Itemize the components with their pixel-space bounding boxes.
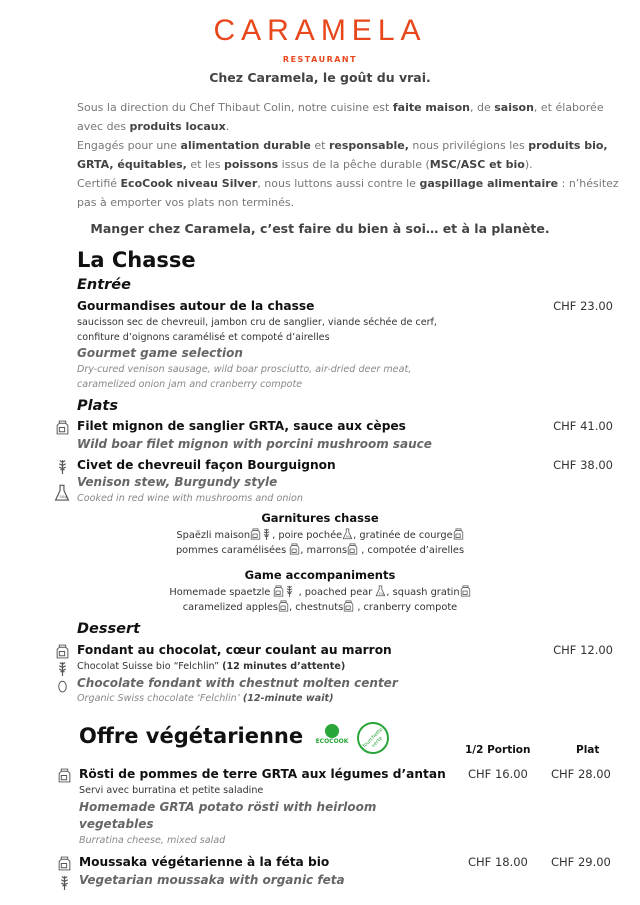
flask-icon: [375, 585, 386, 597]
wheat-icon: [284, 585, 295, 597]
jar-icon: [278, 600, 289, 612]
item-price-plat: CHF 29.00: [551, 855, 611, 869]
item-desc-en: Dry-cured venison sausage, wild boar prosciutto, air-dried deer meat,: [77, 364, 412, 375]
item-name-en: Homemade GRTA potato rösti with heirloom: [79, 800, 377, 814]
jar-icon: [250, 528, 261, 540]
flask-icon: [54, 484, 70, 502]
column-half-portion: 1/2 Portion: [465, 744, 531, 756]
jar-icon: [347, 543, 358, 555]
closing-statement: Manger chez Caramela, c’est faire du bien à soi… et à la planète.: [90, 221, 550, 236]
item-name: Gourmandises autour de la chasse: [77, 299, 315, 313]
jar-icon: [58, 856, 71, 871]
wheat-icon: [58, 875, 71, 890]
garnitures-line-2: pommes caramélisées , marrons , compotée d’airelles: [175, 545, 465, 556]
jar-icon: [453, 528, 464, 540]
item-desc-en: caramelized onion jam and cranberry compote: [77, 379, 303, 390]
item-name: Fondant au chocolat, cœur coulant au marron: [77, 643, 392, 657]
tagline: Chez Caramela, le goût du vrai.: [209, 70, 431, 85]
fourchette-verte-logo: fourchette verte: [350, 715, 395, 760]
intro-line-4: GRTA, équitables, et les poissons issus de la pêche durable (MSC/ASC et bio).: [77, 158, 533, 171]
accompaniments-line-2: caramelized apples , chestnuts , cranberry compote: [182, 602, 458, 613]
jar-icon: [343, 600, 354, 612]
item-name: Moussaka végétarienne à la féta bio: [79, 855, 330, 869]
item-price-half: CHF 16.00: [468, 767, 528, 781]
item-name-en: Gourmet game selection: [77, 346, 243, 360]
item-desc: Chocolat Suisse bio “Felchlin” (12 minutes d’attente): [77, 661, 346, 672]
item-price: CHF 38.00: [553, 458, 613, 472]
wheat-icon: [56, 661, 69, 676]
item-name-en: Chocolate fondant with chestnut molten center: [77, 676, 398, 690]
jar-icon: [58, 768, 71, 783]
ecocook-logo: ECOCOOK: [314, 724, 350, 745]
intro-line-3: Engagés pour une alimentation durable et responsable, nous privilégions les produits bio,: [77, 139, 608, 152]
intro-line-2: avec des produits locaux.: [77, 120, 230, 133]
subsection-plats: Plats: [77, 398, 118, 414]
item-name-en: Vegetarian moussaka with organic feta: [79, 873, 345, 887]
item-desc-en: Burratina cheese, mixed salad: [79, 835, 226, 846]
caramela-logo: CARAMELA: [213, 14, 427, 47]
subsection-entree: Entrée: [77, 277, 131, 293]
item-name: Civet de chevreuil façon Bourguignon: [77, 458, 336, 472]
item-price: CHF 12.00: [553, 643, 613, 657]
item-desc-en: Cooked in red wine with mushrooms and onion: [77, 493, 304, 504]
section-title-chasse: La Chasse: [77, 248, 196, 272]
item-name-en: Venison stew, Burgundy style: [77, 475, 278, 489]
item-price-plat: CHF 28.00: [551, 767, 611, 781]
intro-line-6: pas à emporter vos plats non terminés.: [77, 196, 295, 209]
subsection-dessert: Dessert: [77, 621, 141, 637]
item-desc-en: Organic Swiss chocolate ‘Felchlin’ (12-minute wait): [77, 693, 334, 704]
gluten-wheat-icon: [56, 459, 69, 474]
homemade-jar-icon: [56, 420, 69, 435]
accompaniments-title: Game accompaniments: [244, 568, 396, 582]
jar-icon: [273, 585, 284, 597]
logo-subtitle: RESTAURANT: [282, 55, 358, 64]
garnitures-title: Garnitures chasse: [261, 511, 379, 525]
accompaniments-line-1: Homemade spaetzle , poached pear , squash gratin: [0, 585, 640, 598]
intro-line-5: Certifié EcoCook niveau Silver, nous luttons aussi contre le gaspillage alimentaire : n’hésitez: [77, 177, 619, 190]
item-name: Filet mignon de sanglier GRTA, sauce aux cèpes: [77, 419, 406, 433]
item-desc: confiture d’oignons caramélisé et compoté d’airelles: [77, 332, 330, 343]
item-desc: saucisson sec de chevreuil, jambon cru de sanglier, viande séchée de cerf,: [77, 317, 437, 328]
item-desc: Servi avec burratina et petite saladine: [79, 785, 264, 796]
flask-icon: [342, 528, 353, 540]
jar-icon: [289, 543, 300, 555]
column-plat: Plat: [576, 744, 600, 756]
item-price-half: CHF 18.00: [468, 855, 528, 869]
egg-icon: [56, 678, 69, 693]
jar-icon: [460, 585, 471, 597]
item-price: CHF 23.00: [553, 299, 613, 313]
garnitures-line-1: Spaëzli maison , poire pochée , gratinée de courge: [0, 528, 640, 541]
item-name-en: vegetables: [79, 817, 154, 831]
section-title-vegetarian: Offre végétarienne: [79, 724, 304, 748]
item-name-en: Wild boar filet mignon with porcini mushroom sauce: [77, 437, 432, 451]
intro-line-1: Sous la direction du Chef Thibaut Colin, notre cuisine est faite maison, de saison, et élaborée: [77, 101, 604, 114]
item-price: CHF 41.00: [553, 419, 613, 433]
item-name: Rösti de pommes de terre GRTA aux légumes d’antan: [79, 767, 446, 781]
wheat-icon: [261, 528, 272, 540]
jar-icon: [56, 644, 69, 659]
